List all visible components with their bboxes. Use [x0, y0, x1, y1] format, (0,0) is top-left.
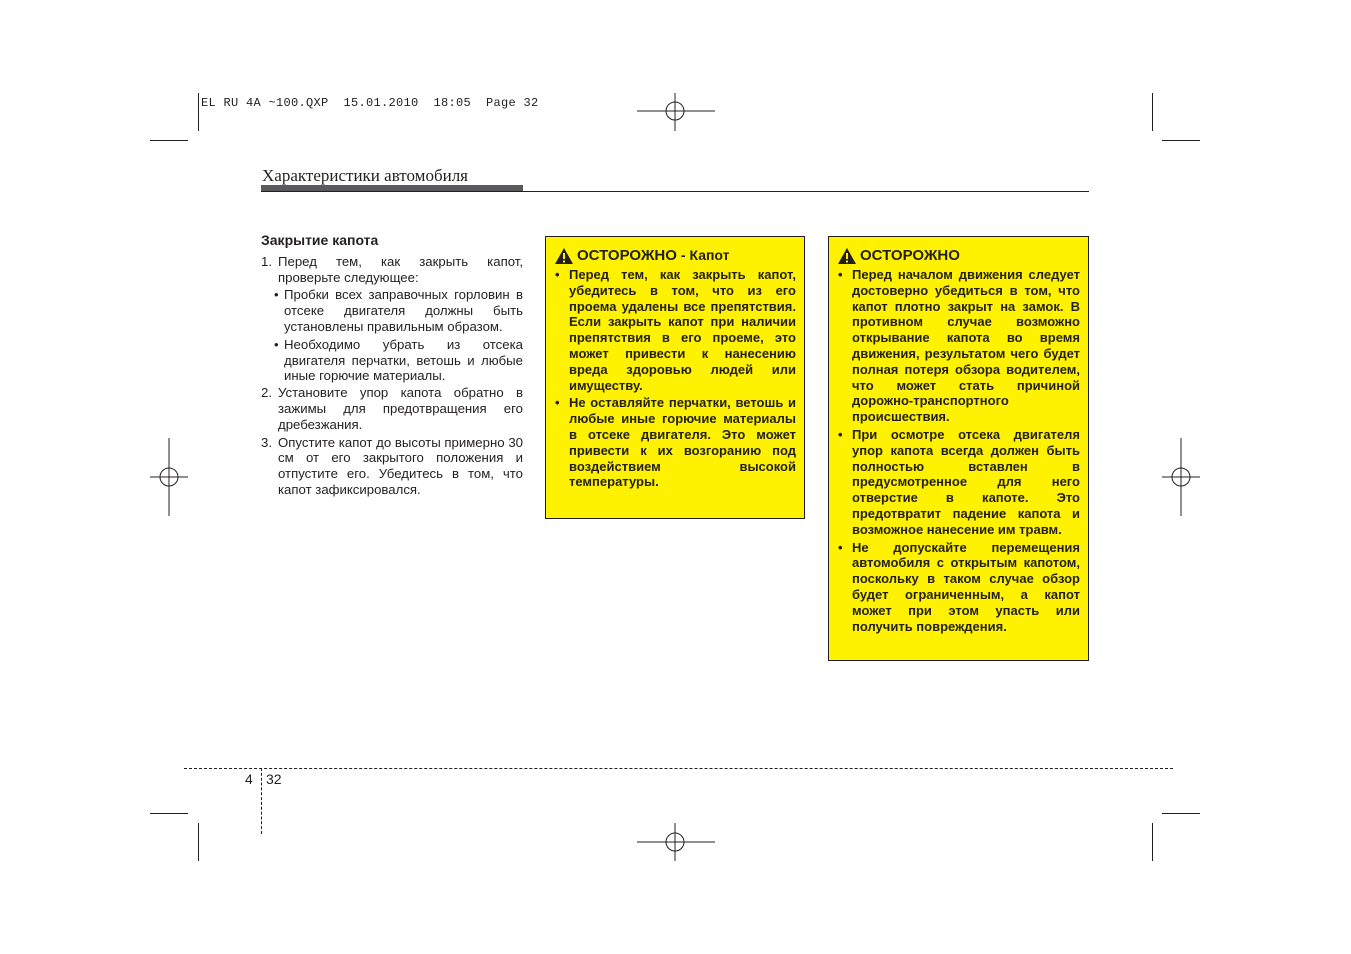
warning-item-text: Перед началом движения следует достоверно убедиться в том, что капот плотно закрыт на замок. В противном случае возможно открывание капота во время движения, результатом чего будет полная потеря обзора водителем, что может стать причиной дорожно-транспортного происшествия. [852, 267, 1080, 425]
crop-mark [150, 813, 188, 814]
crop-mark [1152, 823, 1153, 861]
crop-mark [1162, 813, 1200, 814]
warning-item-text: Не допускайте перемещения автомобиля с открытым капотом, поскольку в таком случае обзор будет ограниченным, а капот может при этом упасть или получить повреждения. [852, 539, 1080, 634]
bullet-icon: • [838, 267, 843, 282]
warning-item-text: При осмотре отсека двигателя упор капота всегда должен быть полностью вставлен в предусмотренное для него отверстие в капоте. Это предотвратит падение капота и возможное нанесение им травм. [852, 426, 1080, 537]
warning-item-text: Не оставляйте перчатки, ветошь и любые иные горючие материалы в отсеке двигателя. Это может привести к их возгоранию под воздействием высокой температуры. [569, 395, 796, 490]
warning-triangle-icon [837, 247, 857, 265]
section-title: Закрытие капота [261, 232, 379, 248]
warning-item [837, 540, 1080, 635]
registration-mark-icon [637, 93, 715, 131]
page-number: 32 [266, 771, 282, 787]
step-text: Перед тем, как закрыть капот, проверьте следующее: [278, 253, 523, 285]
warning-item [837, 267, 1080, 425]
warning-item [554, 395, 796, 490]
header-rule [261, 191, 1089, 192]
warning-item-text: Перед тем, как закрыть капот, убедитесь в том, что из его проема удалены все препятствия. Если закрыть капот при наличии препятствия в его проеме, это может привести к нанесению вреда здоровью людей или имуществу. [569, 267, 796, 393]
warning-header [837, 247, 1080, 265]
sub-item-text: Пробки всех заправочных горловин в отсеке двигателя должны быть установлены правильным образом. [284, 287, 523, 334]
warning-title: ОСТОРОЖНО [860, 247, 960, 265]
warning-box-hood [545, 236, 805, 519]
bullet-icon: • [274, 336, 279, 352]
print-slug: EL RU 4A ~100.QXP 15.01.2010 18:05 Page 32 [201, 96, 539, 110]
warning-title: ОСТОРОЖНО [577, 247, 677, 265]
text-column [261, 233, 523, 500]
registration-mark-icon [637, 823, 715, 861]
step-number: 2. [261, 385, 272, 401]
bullet-icon: • [838, 539, 843, 555]
crop-mark [198, 93, 199, 131]
bullet-icon: • [555, 267, 560, 282]
sub-item [274, 337, 523, 384]
page-title: Характеристики автомобиля [262, 166, 468, 185]
crop-mark [150, 140, 188, 141]
step-number: 1. [261, 253, 272, 269]
step [261, 435, 523, 498]
bullet-icon: • [555, 395, 560, 411]
warning-header [554, 247, 796, 265]
warning-item [554, 267, 796, 393]
footer-dashed-rule [184, 768, 1173, 769]
crop-mark [1162, 140, 1200, 141]
step-text: Опустите капот до высоты примерно 30 см от его закрытого положения и отпустите его. Убедитесь в том, что капот зафиксировался. [278, 434, 523, 497]
crop-mark [198, 823, 199, 861]
warning-triangle-icon [554, 247, 574, 265]
registration-mark-icon [150, 438, 188, 516]
warning-subtitle: - Капот [680, 247, 730, 264]
sub-item [274, 287, 523, 334]
bullet-icon: • [274, 287, 279, 303]
sub-item-text: Необходимо убрать из отсека двигателя перчатки, ветошь и любые иные горючие материалы. [284, 336, 523, 384]
bullet-icon: • [838, 426, 843, 442]
step-number: 3. [261, 434, 272, 450]
footer-dashed-divider [261, 768, 262, 834]
step [261, 254, 523, 286]
step-text: Установите упор капота обратно в зажимы для предотвращения его дребезжания. [278, 385, 523, 432]
registration-mark-icon [1162, 438, 1200, 516]
chapter-number: 4 [245, 771, 253, 787]
crop-mark [1152, 93, 1153, 131]
warning-box-driving [828, 236, 1089, 661]
step [261, 385, 523, 432]
warning-item [837, 427, 1080, 538]
